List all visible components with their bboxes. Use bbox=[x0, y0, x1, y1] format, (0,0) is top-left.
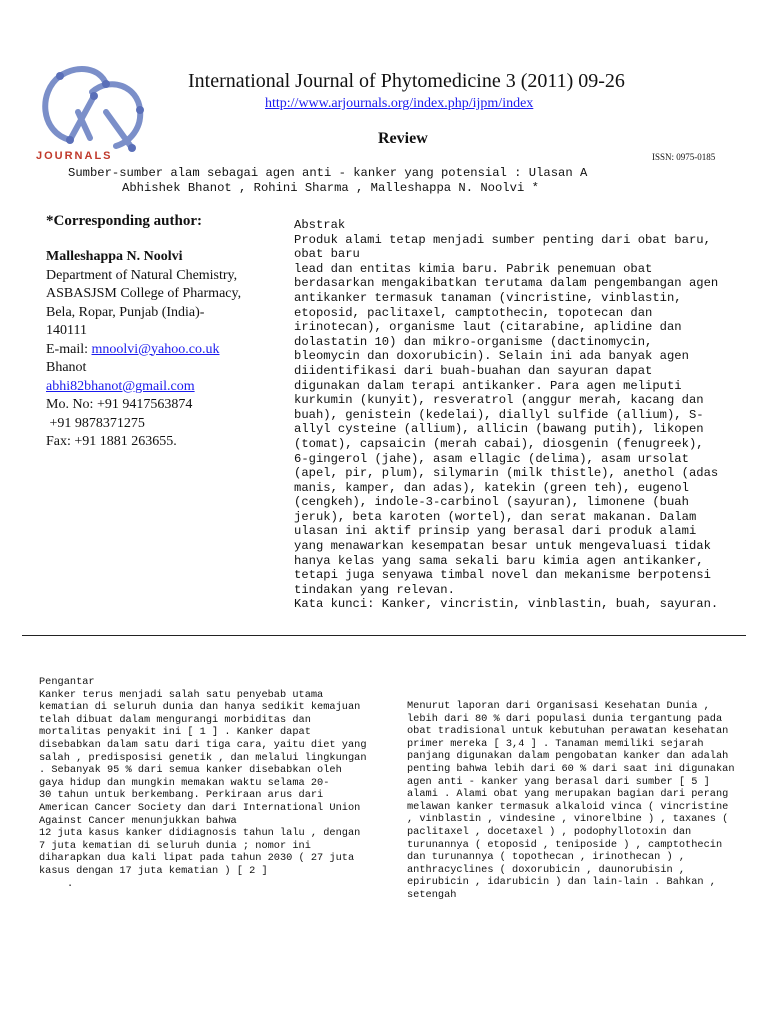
section-divider bbox=[22, 635, 746, 636]
logo-node-1 bbox=[56, 72, 64, 80]
logo-wordmark: JOURNALS bbox=[36, 150, 113, 162]
intro-right-column bbox=[407, 700, 737, 902]
abstract-body: lead dan entitas kimia baru. Pabrik penemuan obat berdasarkan mengakibatkan terutama dalam pengembangan agen antikanker termasuk tanaman (vincristine, vinblastin, etoposid, paclitaxel, camptothecin, topotecan dan irinotecan), organisme laut (citarabine, aplidine dan dolastatin 10) dan mikro-organisme (dactinomycin, bleomycin dan doxorubicin). Selain ini ada banyak agen diidentifikasi dari buah-buahan dan sayuran dapat digunakan dalam terapi antikanker. Para agen meliputi kurkumin (kunyit), resveratrol (anggur merah, kacang dan buah), genistein (kedelai), diallyl sulfide (allium), S-allyl cysteine (allium), allicin (bawang putih), likopen (tomat), capsaicin (merah cabai), diosgenin (fenugreek), 6-gingerol (jahe), asam ellagic (delima), asam ursolat (apel, pir, plum), silymarin (milk thistle), anethol (adas manis, kamper, dan adas), katekin (green teh), eugenol (cengkeh), indole-3-carbinol (sayuran), limonene (buah jeruk), beta karoten (wortel), dan serat makanan. Dalam ulasan ini aktif prinsip yang berasal dari produk alami yang menawarkan kesempatan besar untuk mengevaluasi tidak hanya kelas yang sama sekali baru kimia agen antikanker, tetapi juga senyawa timbal novel dan mekanisme berpotensi tindakan yang relevan. bbox=[294, 261, 719, 597]
intro-left-column bbox=[39, 676, 369, 890]
email-prefix: E-mail: bbox=[46, 341, 92, 357]
corresponding-block bbox=[46, 248, 291, 452]
intro-paragraph-1: Kanker terus menjadi salah satu penyebab utama kematian di seluruh dunia dan hanya sedikit kemajuan telah dibuat dalam mengurangi morbiditas dan mortalitas penyakit ini [ 1 ] . Kanker dapat disebabkan dalam satu dari tiga cara, yaitu diet yang salah , predisposisi genetik , dan melalui lingkungan . Sebanyak 95 % dari semua kanker disebabkan oleh gaya hidup dan mungkin memakan waktu selama 20- bbox=[39, 688, 367, 789]
author-email-line bbox=[46, 341, 291, 360]
email-link[interactable]: mnoolvi@yahoo.co.uk bbox=[91, 341, 220, 357]
journal-url-link[interactable]: http://www.arjournals.org/index.php/ijpm/index bbox=[265, 96, 534, 111]
logo-node-4 bbox=[66, 136, 74, 144]
corresponding-heading: *Corresponding author: bbox=[46, 213, 202, 229]
logo-node-2 bbox=[102, 80, 110, 88]
author-name: Malleshappa N. Noolvi bbox=[46, 249, 183, 264]
intro-paragraph-4: . bbox=[67, 877, 74, 890]
journal-title: International Journal of Phytomedicine 3 (2011) 09-26 bbox=[188, 70, 625, 92]
abstract-keywords: Kata kunci: Kanker, vincristin, vinblastin, buah, sayuran. bbox=[294, 597, 719, 612]
intro-right-paragraph: Menurut laporan dari Organisasi Kesehatan Dunia , lebih dari 80 % dari populasi dunia tergantung pada obat tradisional untuk kebutuhan perawatan kesehatan primer mereka [ 3,4 ] . Tanaman memiliki sejarah panjang digunakan dalam pengobatan kanker dan adalah penting bahwa lebih dari 60 % dari saat ini digunakan agen anti - kanker yang berasal dari sumber [ 5 ] alami . Alami obat yang merupakan bagian dari perang melawan kanker termasuk alkaloid vinca ( vincristine , vinblastin , vindesine , vinorelbine ) , taxanes ( paclitaxel , docetaxel ) , podophyllotoxin dan turunannya ( etoposid , teniposide ) , camptothecin dan turunannya ( topothecan , irinothecan ) , anthracyclines ( doxorubicin , daunorubisin , epirubicin , idarubicin ) dan lain-lain . Bahkan , setengah bbox=[407, 700, 735, 901]
abstract-block bbox=[294, 218, 724, 612]
author2-name: Bhanot bbox=[46, 360, 87, 375]
intro-heading: Pengantar bbox=[39, 676, 95, 688]
logo-node-5 bbox=[128, 144, 136, 152]
journal-logo bbox=[30, 62, 155, 164]
email2-link[interactable]: abhi82bhanot@gmail.com bbox=[46, 378, 195, 394]
intro-paragraph-2: 30 tahun untuk berkembang. Perkiraan arus dari American Cancer Society dan dari International Union Against Cancer menunjukkan bahwa bbox=[39, 789, 361, 827]
paper-authors: Abhishek Bhanot , Rohini Sharma , Malleshappa N. Noolvi * bbox=[122, 181, 539, 195]
issn-label: ISSN: 0975-0185 bbox=[652, 152, 716, 162]
intro-paragraph-3: 12 juta kasus kanker didiagnosis tahun lalu , dengan 7 juta kematian di seluruh dunia ; nomor ini diharapkan dua kali lipat pada tahun 2030 ( 27 juta kasus dengan 17 juta kematian ) [ 2 ] bbox=[39, 827, 361, 877]
author-mobile2: +91 9878371275 bbox=[46, 415, 145, 431]
paper-title: Sumber-sumber alam sebagai agen anti - kanker yang potensial : Ulasan A bbox=[68, 166, 588, 180]
abstract-heading: Abstrak bbox=[294, 218, 346, 232]
logo-node-3 bbox=[136, 106, 144, 114]
author-mobile: Mo. No: +91 9417563874 bbox=[46, 397, 193, 412]
author-address: Bela, Ropar, Punjab (India)- bbox=[46, 304, 205, 320]
logo-node-6 bbox=[90, 92, 98, 100]
abstract-line1: Produk alami tetap menjadi sumber penting dari obat baru, obat baru bbox=[294, 232, 711, 262]
author-fax: Fax: +91 1881 263655. bbox=[46, 434, 177, 449]
author-college: ASBASJSM College of Pharmacy, bbox=[46, 286, 242, 301]
author-pin: 140111 bbox=[46, 323, 87, 338]
section-label: Review bbox=[378, 130, 428, 147]
author-dept: Department of Natural Chemistry, bbox=[46, 267, 238, 283]
logo-ring-right bbox=[92, 84, 140, 146]
